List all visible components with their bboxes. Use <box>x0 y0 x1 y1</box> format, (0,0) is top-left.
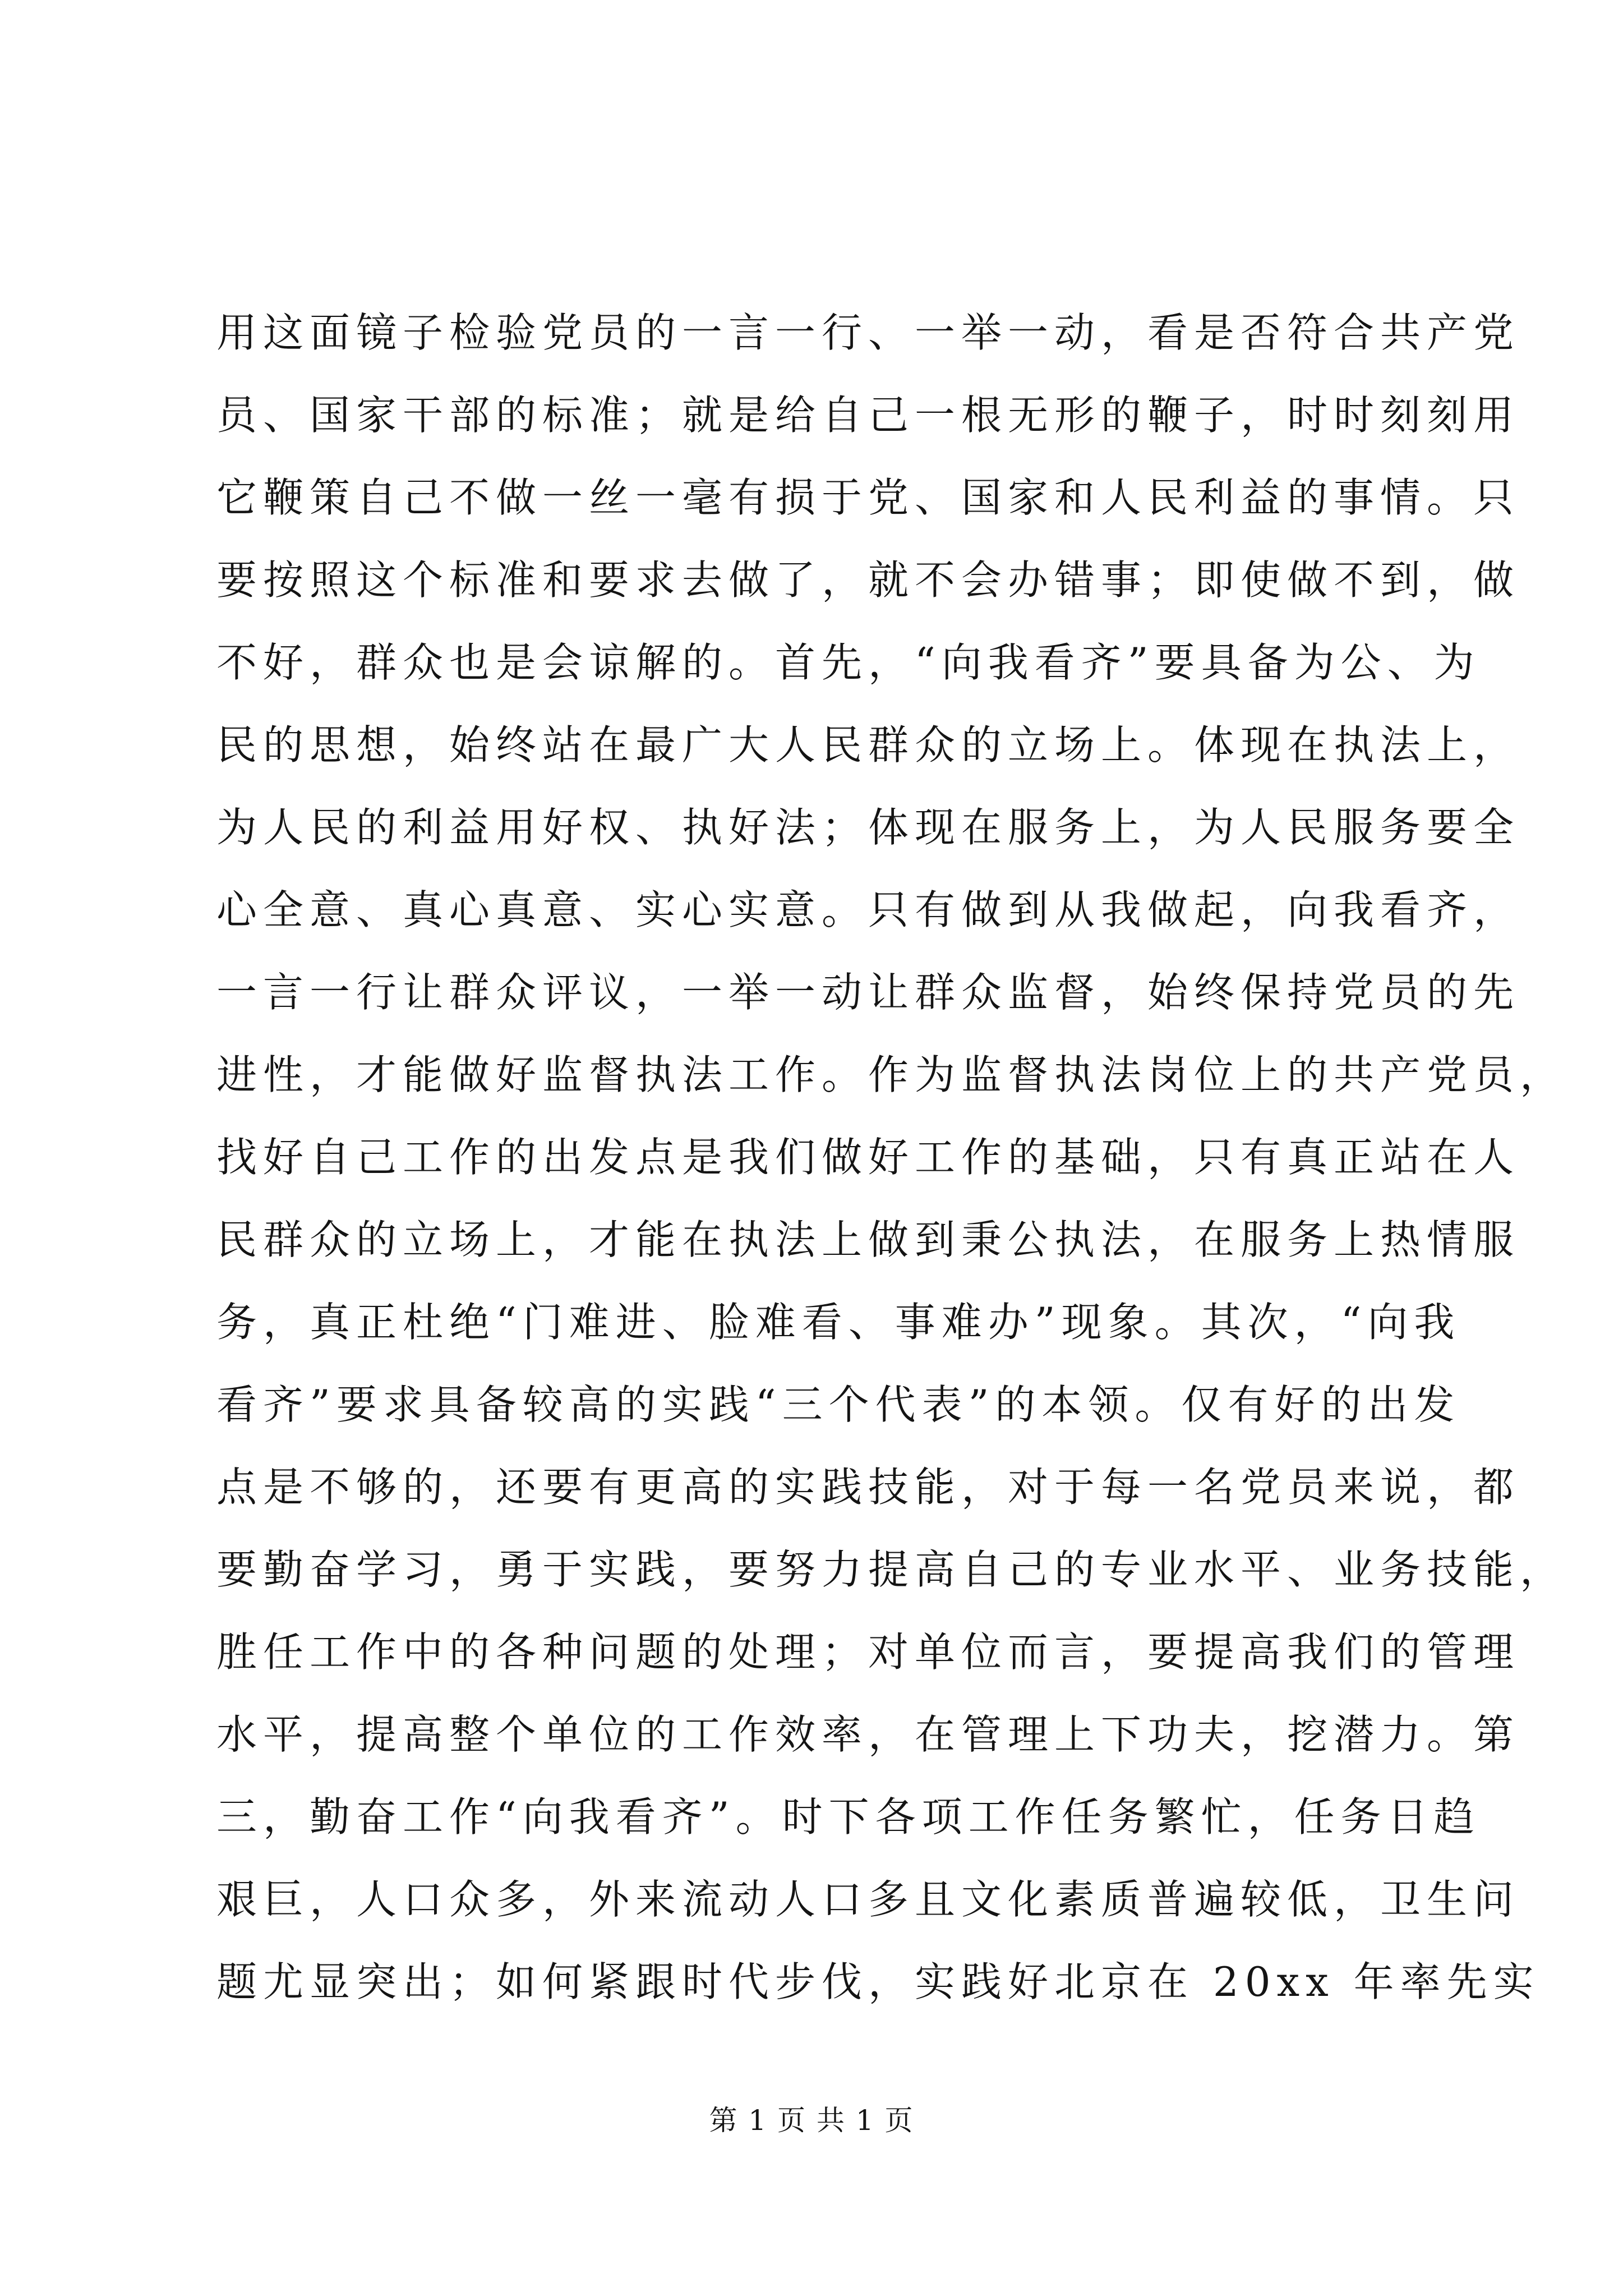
text-line-10: 进性，才能做好监督执法工作。作为监督执法岗位上的共产党员， <box>216 1051 1567 1098</box>
text-line-20: 艰巨，人口众多，外来流动人口多且文化素质普遍较低，卫生问 <box>216 1876 1520 1923</box>
text-line-15: 点是不够的，还要有更高的实践技能，对于每一名党员来说，都 <box>216 1464 1520 1511</box>
page-footer: 第 1 页 共 1 页 <box>709 2104 914 2137</box>
text-line-5: 不好，群众也是会谅解的。首先，“向我看齐”要具备为公、为 <box>216 639 1481 686</box>
text-line-12: 民群众的立场上，才能在执法上做到秉公执法，在服务上热情服 <box>216 1216 1520 1263</box>
text-line-19: 三，勤奋工作“向我看齐”。时下各项工作任务繁忙，任务日趋 <box>216 1793 1481 1841</box>
text-line-6: 民的思想，始终站在最广大人民群众的立场上。体现在执法上， <box>216 721 1520 769</box>
text-line-17: 胜任工作中的各种问题的处理；对单位而言，要提高我们的管理 <box>216 1628 1520 1676</box>
text-line-9: 一言一行让群众评议，一举一动让群众监督，始终保持党员的先 <box>216 969 1520 1016</box>
body-paragraph <box>216 292 1567 2023</box>
text-line-4: 要按照这个标准和要求去做了，就不会办错事；即使做不到，做 <box>216 556 1520 604</box>
text-line-21: 题尤显突出；如何紧跟时代步伐，实践好北京在 20xx 年率先实 <box>216 1958 1540 2005</box>
text-line-11: 找好自己工作的出发点是我们做好工作的基础，只有真正站在人 <box>216 1134 1520 1181</box>
text-line-8: 心全意、真心真意、实心实意。只有做到从我做起，向我看齐， <box>216 886 1520 933</box>
text-line-2: 员、国家干部的标准；就是给自己一根无形的鞭子，时时刻刻用 <box>216 392 1520 439</box>
text-line-14: 看齐”要求具备较高的实践“三个代表”的本领。仅有好的出发 <box>216 1381 1461 1428</box>
text-line-16: 要勤奋学习，勇于实践，要努力提高自己的专业水平、业务技能， <box>216 1546 1567 1593</box>
text-line-18: 水平，提高整个单位的工作效率，在管理上下功夫，挖潜力。第 <box>216 1711 1520 1758</box>
text-line-7: 为人民的利益用好权、执好法；体现在服务上，为人民服务要全 <box>216 804 1520 851</box>
text-line-1: 用这面镜子检验党员的一言一行、一举一动，看是否符合共产党 <box>216 309 1520 356</box>
text-line-13: 务，真正杜绝“门难进、脸难看、事难办”现象。其次，“向我 <box>216 1299 1461 1346</box>
text-line-3: 它鞭策自己不做一丝一毫有损于党、国家和人民利益的事情。只 <box>216 474 1520 521</box>
